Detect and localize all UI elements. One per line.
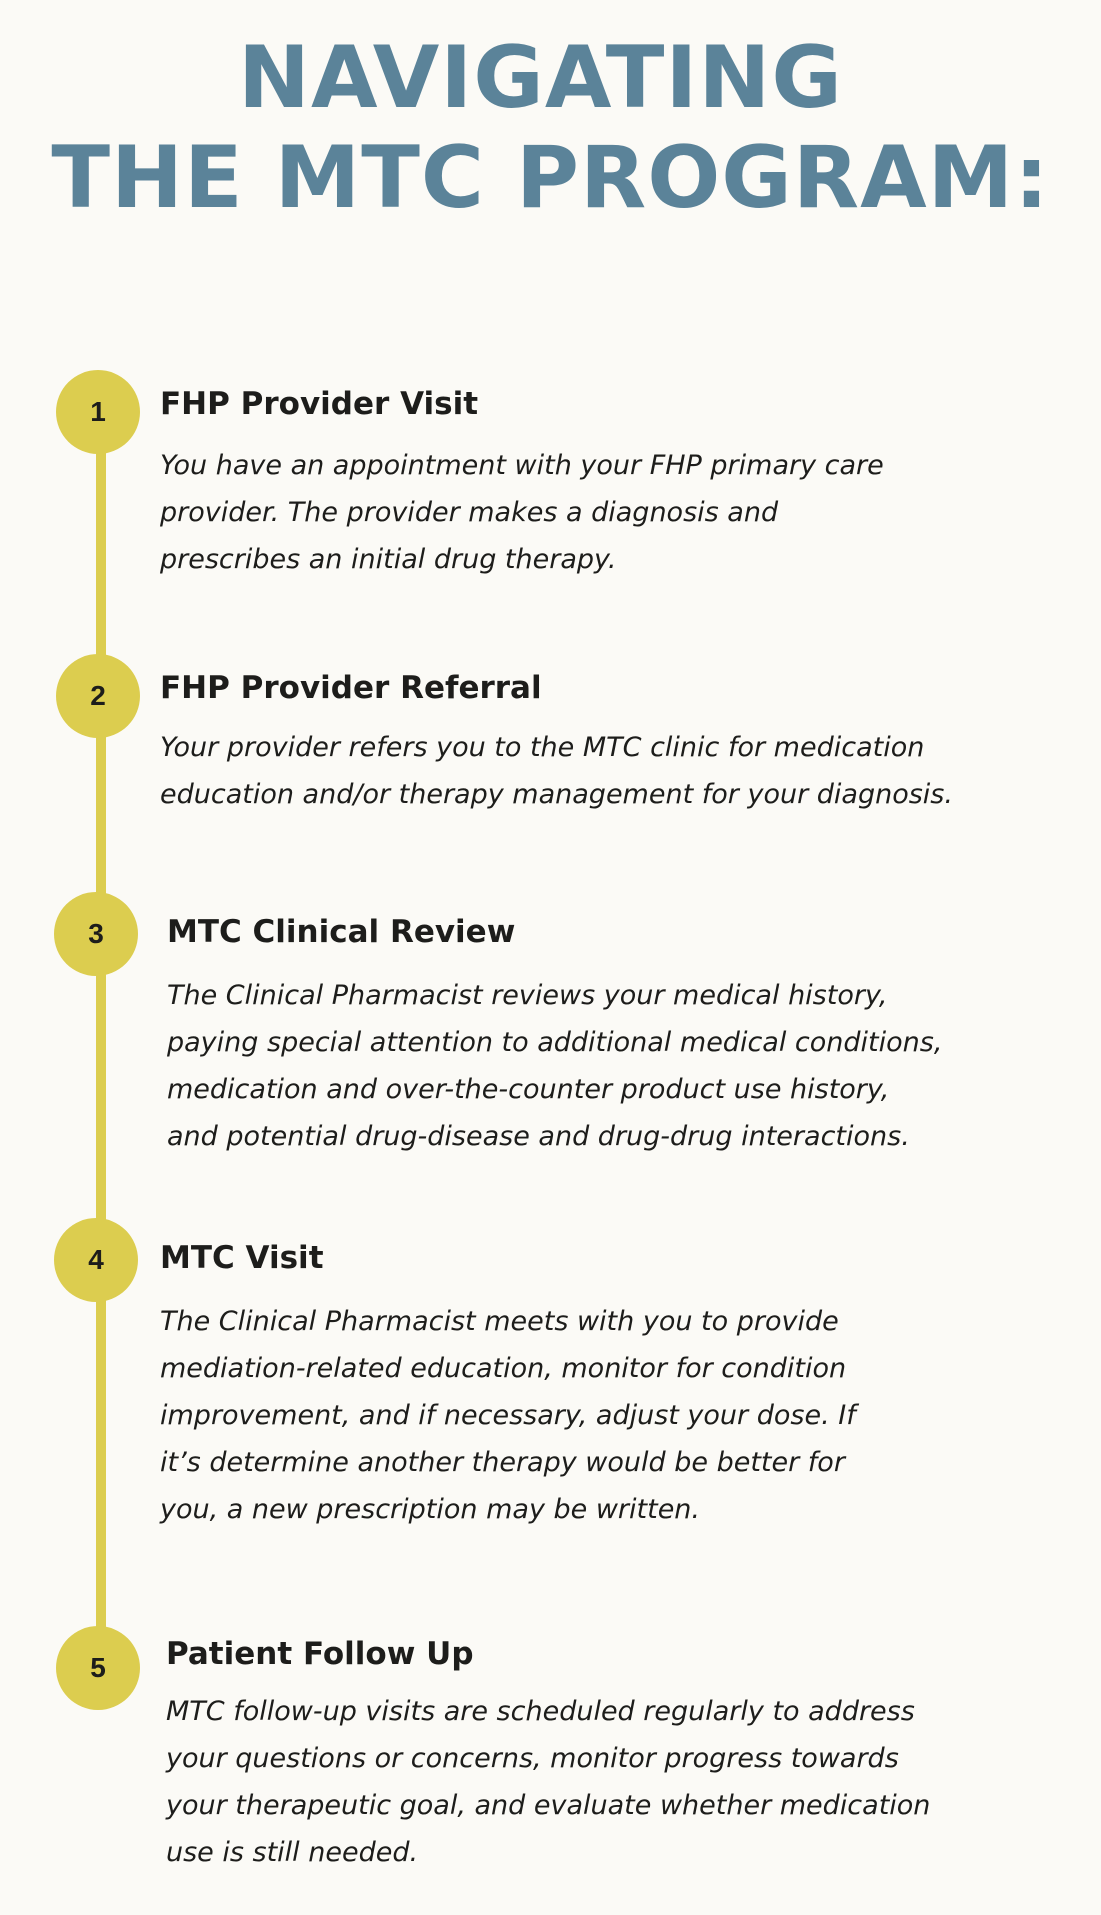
step-2-number-badge: 2 — [56, 654, 140, 738]
step-3-description: The Clinical Pharmacist reviews your medical history, paying special attention to additional medical conditions, medication and over-the-counter product use history, and potential drug-disease and drug-drug interactions. — [167, 980, 943, 1152]
step-2-title: FHP Provider Referral — [160, 670, 542, 706]
step-5-number-badge: 5 — [56, 1626, 140, 1710]
step-5-title: Patient Follow Up — [166, 1636, 474, 1672]
step-5-description: MTC follow-up visits are scheduled regularly to address your questions or concerns, monitor progress towards your therapeutic goal, and evaluate whether medication use is still needed. — [166, 1696, 931, 1868]
step-3-number-badge: 3 — [54, 892, 138, 976]
step-2-description: Your provider refers you to the MTC clinic for medication education and/or therapy management for your diagnosis. — [160, 732, 953, 810]
step-1-number-badge: 1 — [56, 370, 140, 454]
timeline-line — [96, 410, 106, 1680]
step-1-description: You have an appointment with your FHP primary care provider. The provider makes a diagnosis and prescribes an initial drug therapy. — [160, 450, 884, 575]
step-1-title: FHP Provider Visit — [160, 386, 479, 422]
step-4-description: The Clinical Pharmacist meets with you to provide mediation-related education, monitor for condition improvement, and if necessary, adjust your dose. If it’s determine another therapy would be better for you, a new prescription may be written. — [160, 1306, 856, 1525]
step-3-title: MTC Clinical Review — [167, 914, 516, 950]
page-title-line-2: THE MTC PROGRAM: — [51, 128, 1050, 228]
page-title-line-1: NAVIGATING — [238, 28, 843, 128]
step-4-number-badge: 4 — [54, 1218, 138, 1302]
step-4-title: MTC Visit — [160, 1240, 324, 1276]
